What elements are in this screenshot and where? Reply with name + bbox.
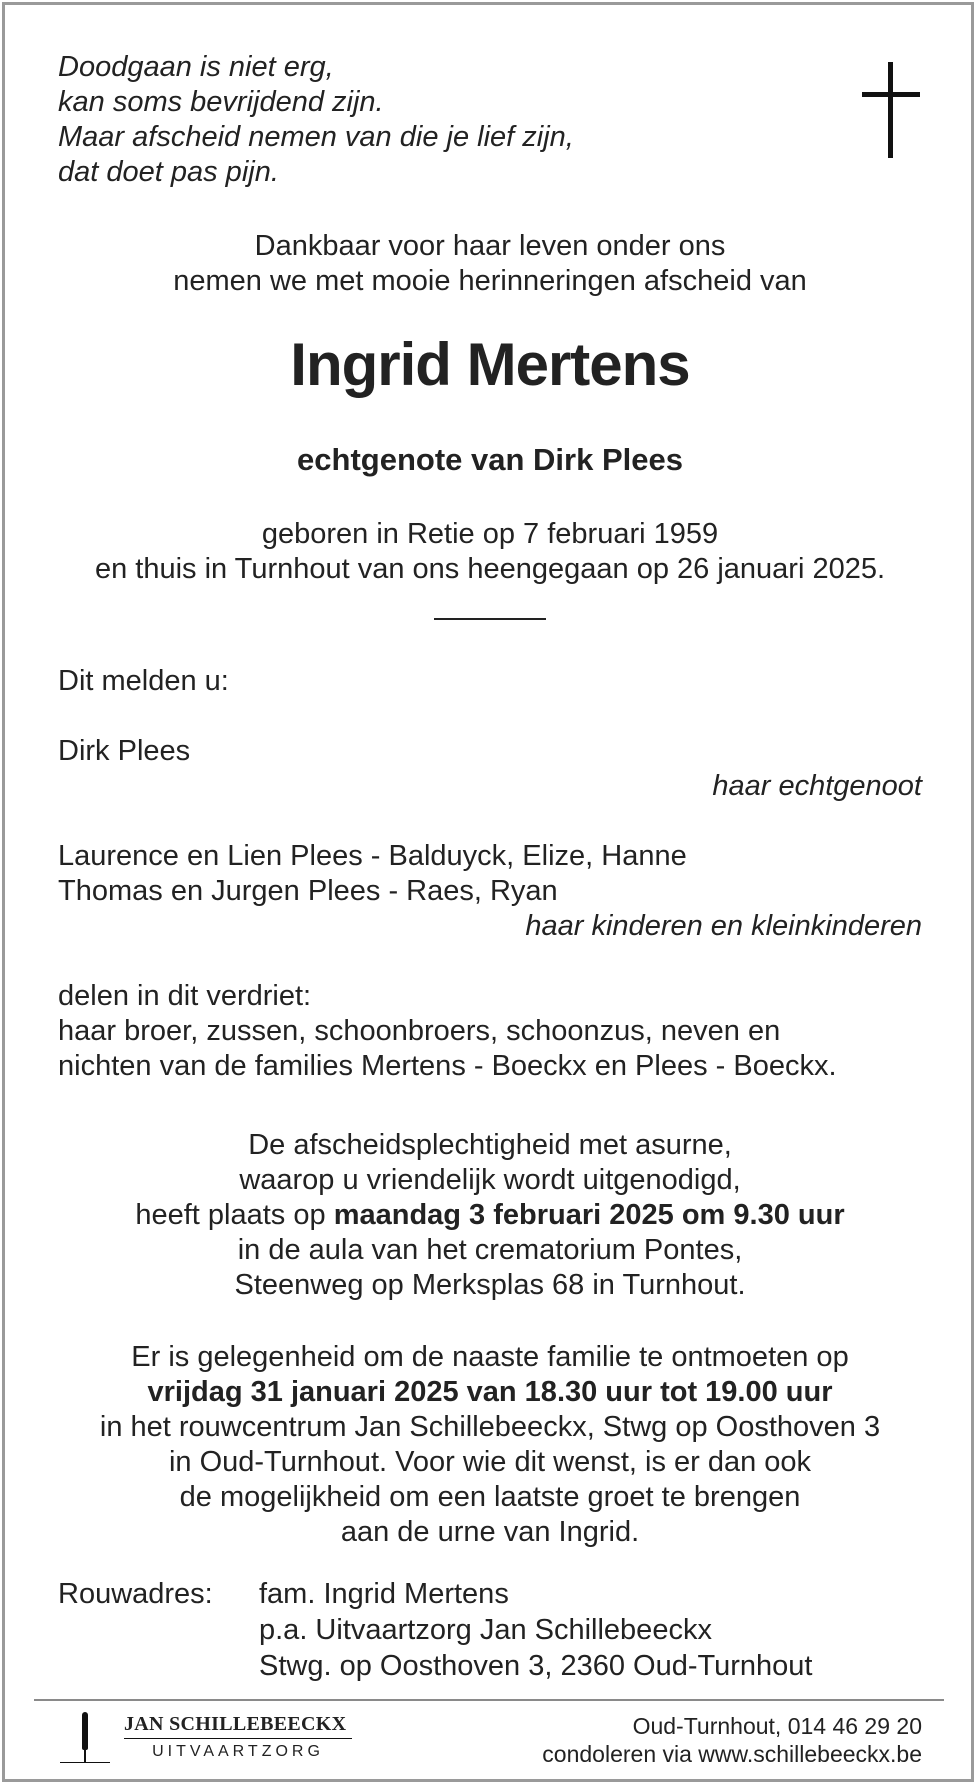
- ceremony-datetime: maandag 3 februari 2025 om 9.30 uur: [333, 1199, 845, 1231]
- poem: [58, 50, 574, 190]
- cypress-tree-icon: [80, 1712, 90, 1762]
- family-line: delen in dit verdriet:: [58, 980, 312, 1012]
- death-line: en thuis in Turnhout van ons heengegaan op 26 januari 2025.: [94, 553, 886, 585]
- address-line: p.a. Uitvaartzorg Jan Schillebeeckx: [259, 1614, 712, 1646]
- poem-line: Maar afscheid nemen van die je lief zijn,: [58, 121, 574, 153]
- meeting-line: in Oud-Turnhout. Voor wie dit wenst, is er dan ook: [168, 1446, 812, 1478]
- children-list: [58, 839, 687, 909]
- family-line: nichten van de families Mertens - Boeckx en Plees - Boeckx.: [58, 1050, 837, 1082]
- children-line: Laurence en Lien Plees - Balduyck, Elize, Hanne: [58, 840, 687, 872]
- address-lines: [259, 1576, 813, 1684]
- address-line: fam. Ingrid Mertens: [259, 1578, 509, 1610]
- contact-website[interactable]: condoleren via www.schillebeeckx.be: [542, 1741, 922, 1767]
- ceremony-line: in de aula van het crematorium Pontes,: [237, 1234, 743, 1266]
- meeting-line: Er is gelegenheid om de naaste familie te ontmoeten op: [131, 1341, 849, 1373]
- deceased-name: Ingrid Mertens: [290, 331, 690, 398]
- family-block: [58, 979, 837, 1084]
- ceremony-line: waarop u vriendelijk wordt uitgenodigd,: [239, 1164, 741, 1196]
- meeting-info: [0, 1340, 980, 1550]
- intro-line: Dankbaar voor haar leven onder ons: [254, 230, 726, 262]
- life-dates: [0, 517, 980, 587]
- footer-divider: [34, 1699, 944, 1701]
- ceremony-line: Steenweg op Merksplas 68 in Turnhout.: [234, 1269, 746, 1301]
- meeting-line: aan de urne van Ingrid.: [340, 1516, 640, 1548]
- spouse-line: echtgenote van Dirk Plees: [297, 442, 683, 477]
- children-line: Thomas en Jurgen Plees - Raes, Ryan: [58, 875, 558, 907]
- ceremony-line: De afscheidsplechtigheid met asurne,: [248, 1129, 732, 1161]
- logo-subtitle: UITVAARTZORG: [152, 1743, 324, 1760]
- spouse-name: Dirk Plees: [58, 735, 191, 767]
- address-label: Rouwadres:: [58, 1578, 213, 1610]
- meeting-line: in het rouwcentrum Jan Schillebeeckx, Stwg op Oosthoven 3: [99, 1411, 881, 1443]
- meeting-line: de mogelijkheid om een laatste groet te brengen: [179, 1481, 801, 1513]
- ceremony-info: [0, 1128, 980, 1303]
- address-line: Stwg. op Oosthoven 3, 2360 Oud-Turnhout: [259, 1650, 813, 1682]
- ceremony-prefix: heeft plaats op: [135, 1199, 334, 1231]
- poem-line: kan soms bevrijdend zijn.: [58, 86, 384, 118]
- cross-icon: [862, 62, 920, 158]
- birth-line: geboren in Retie op 7 februari 1959: [261, 518, 719, 550]
- poem-line: dat doet pas pijn.: [58, 156, 279, 188]
- spouse-relation: haar echtgenoot: [712, 770, 922, 802]
- meeting-datetime: [0, 1375, 980, 1410]
- ceremony-line: [0, 1198, 980, 1233]
- meeting-datetime-text: vrijdag 31 januari 2025 van 18.30 uur tot 19.00 uur: [147, 1376, 833, 1408]
- poem-line: Doodgaan is niet erg,: [58, 51, 334, 83]
- intro-line: nemen we met mooie herinneringen afscheid van: [173, 265, 807, 297]
- announcement: Dit melden u:: [58, 665, 229, 697]
- family-line: haar broer, zussen, schoonbroers, schoonzus, neven en: [58, 1015, 781, 1047]
- footer-contact: [542, 1712, 922, 1768]
- funeral-home-logo: [60, 1712, 360, 1768]
- divider: [434, 618, 546, 620]
- children-relation: haar kinderen en kleinkinderen: [525, 910, 922, 942]
- logo-name: JAN SCHILLEBEECKX: [124, 1713, 347, 1735]
- intro-text: [0, 229, 980, 299]
- contact-phone: Oud-Turnhout, 014 46 29 20: [632, 1713, 922, 1739]
